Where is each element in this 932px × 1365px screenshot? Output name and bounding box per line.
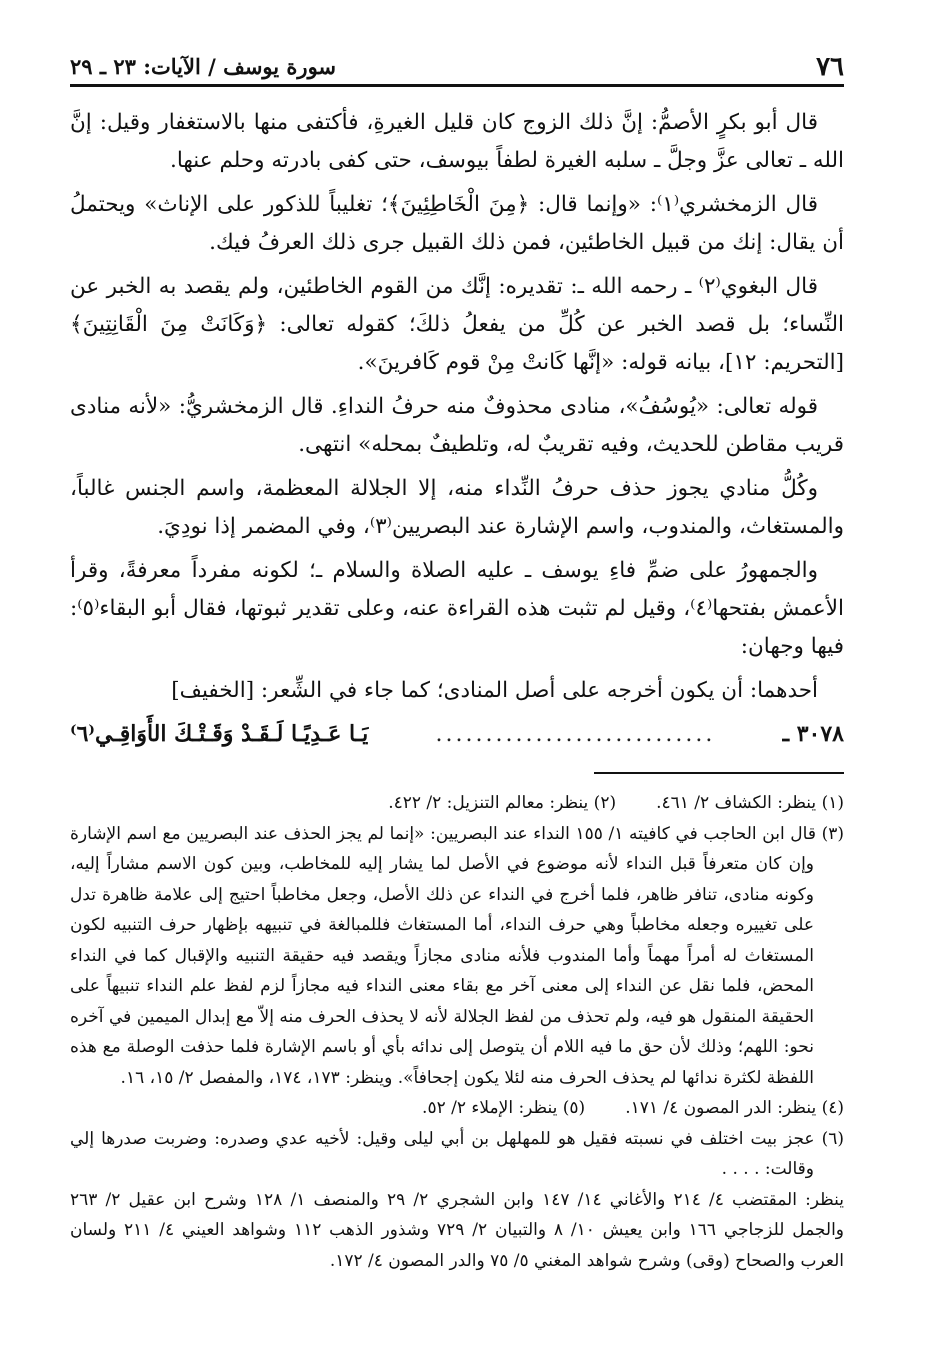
poetry-verse [70, 714, 844, 755]
footnote-6-sources: ينظر: المقتضب ٤/ ٢١٤ والأغاني ١٤/ ١٤٧ وابن الشجري ٢/ ٢٩ والمنصف ١/ ١٢٨ وشرح ابن عقيل ٢/ ٢٦٣ والجمل للزجاجي ١٦٦ وابن يعيش ١٠/ ٨ والتبيان ٢/ ٧٢٩ وشذور الذهب ١١٢ وشواهد العيني ٤/ ٢١١ ولسان العرب والصحاح (وقى) وشرح شواهد المغني ٥/ ٧٥ والدر المصون ٤/ ١٧٢. [70, 1189, 845, 1271]
footnote-5: (٥) ينظر: الإملاء ٢/ ٥٢. [422, 1098, 586, 1118]
footnote-2: (٢) ينظر: معالم التنزيل: ٢/ ٤٢٢. [388, 793, 617, 813]
paragraph: أحدهما: أن يكون أخرجه على أصل المنادى؛ كما جاء في الشِّعر: [الخفيف] [171, 678, 818, 703]
footnotes [70, 788, 844, 1276]
footnote-6: (٦) عجز بيت اختلف في نسبته فقيل هو للمهلهل بن أبي ليلى وقيل: لأخيه عدي وصدره: وضربت صدرها إلي وقالت: . . . . [70, 1128, 844, 1179]
page-number: ٧٦ [816, 52, 844, 82]
paragraph: والجمهورُ على ضمِّ فاءِ يوسف ـ عليه الصلاة والسلام ـ؛ لكونه مفرداً معرفةً، وقرأ الأعمش بفتحها⁽٤⁾، وقيل لم تثبت هذه القراءة عنه، وعلى تقدير ثبوتها، فقال أبو البقاء⁽٥⁾: فيها وجهان: [70, 558, 844, 659]
footnote-separator [594, 772, 844, 774]
footnote-4: (٤) ينظر: الدر المصون ٤/ ١٧١. [625, 1098, 844, 1118]
verse-dots: ............................ [435, 722, 716, 747]
main-text [70, 104, 844, 755]
paragraph: قال البغوي⁽٢⁾ ـ رحمه الله ـ: تقديره: إنَّك من القوم الخاطئين، ولم يقصد به الخبر عن النِّساء؛ بل قصد الخبر عن كُلِّ من يفعلُ ذلكَ؛ كقوله تعالى: ﴿وَكَانَتْ مِنَ الْقَانِتِينَ﴾ [التحريم: ١٢]، بيانه قوله: «إنَّها كَانتْ مِنْ قوم كَافرينَ». [70, 274, 844, 375]
footnote-row [70, 788, 844, 819]
verse-text: يَـا عَـدِيًـا لَـقَـدْ وَقَـتْـكَ الأَوَاقِـي⁽٦⁾ [70, 721, 369, 747]
paragraph: قال الزمخشري⁽١⁾: «وإنما قال: ﴿مِنَ الْخَاطِئِينَ﴾؛ تغليباً للذكور على الإناث» ويحتملُ أن يقال: إنك من قبيل الخاطئين، فمن ذلك القبيل جرى ذلك العرفُ فيك. [70, 192, 844, 255]
footnote-1: (١) ينظر: الكشاف ٢/ ٤٦١. [656, 793, 844, 813]
running-title: سورة يوسف / الآيات: ٢٣ ـ ٢٩ [70, 54, 337, 79]
paragraph: قوله تعالى: «يُوسُفُ»، منادى محذوفٌ منه حرفُ النداءِ. قال الزمخشريُّ: «لأنه منادى قريب مقاطن للحديث، وفيه تقريبٌ له، وتلطيفٌ بمحله» انتهى. [70, 394, 844, 457]
footnote-3: (٣) قال ابن الحاجب في كافيته ١/ ١٥٥ النداء عند البصريين: «إنما لم يجز الحذف عند البصريين مع اسم الإشارة وإن كان متعرفاً قبل النداء لأنه موضوع في الأصل لما يشار إليه للمخاطب، وبين كون الاسم مشاراً إليه، وكونه منادى، تنافر ظاهر، فلما أخرج في النداء عن ذلك الأصل، وجعل مخاطباً احتيج إلى علامة ظاهرة تدل على تغييره وجعله مخاطباً وهي حرف النداء، أما المستغاث فللمبالغة في تنبيهه بإظهار حرف التنبيه لكون المستغاث له أمراً مهماً وأما المندوب فلأنه منادى مجازاً ويقصد فيه حقيقة التنبيه والإقبال كما في النداء المحض، فلما نقل عن النداء إلى معنى آخر مع بقاء معنى النداء فيه مجازاً لزم لفظ علم النداء تنبيهاً على الحقيقة المنقول هو فيه، ولم تحذف من لفظ الجلالة لأنه لا يحذف الحرف منه إلاّ مع إبدال الميمين في آخره نحو: اللهم؛ وذلك لأن حق ما فيه اللام أن يتوصل إلى ندائه بأي أو باسم الإشارة فلما حذفت الوصلة مع هذه اللفظة لكثرة ندائها لم يحذف الحرف منه لئلا يكون إجحافاً». وينظر: ١٧٣، ١٧٤، والمفصل ٢/ ١٥، ١٦. [70, 823, 844, 1088]
paragraph: قال أبو بكرٍ الأصمُّ: إنَّ ذلك الزوج كان قليل الغيرةِ، فأكتفى منها بالاستغفار وقيل: إنَّ الله ـ تعالى عزَّ وجلَّ ـ سلبه الغيرة لطفاً بيوسف، حتى كفى بادرته وحلم عنها. [70, 110, 844, 173]
footnote-row [70, 1093, 844, 1124]
verse-number: ٣٠٧٨ ـ [782, 721, 844, 747]
page-header [70, 48, 844, 87]
paragraph: وكُلُّ منادي يجوز حذف حرفُ النِّداء منه، إلا الجلالة المعظمة، واسم الجنس غالباً، والمستغاث، والمندوب، واسم الإشارة عند البصريين⁽٣⁾، وفي المضمر إذا نودِيَ. [70, 476, 844, 539]
